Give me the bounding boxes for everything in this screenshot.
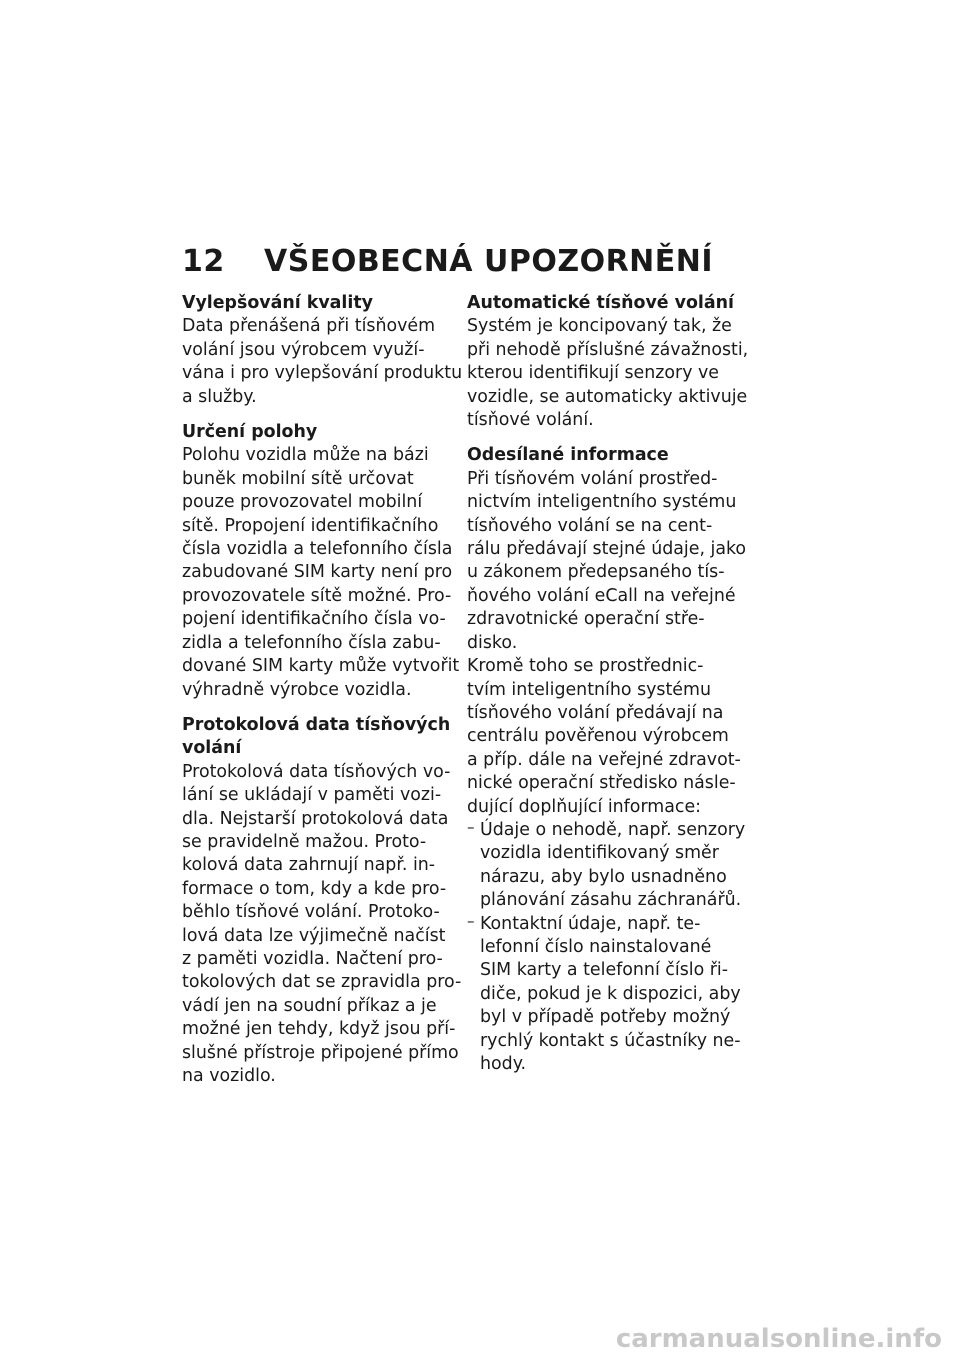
body-line: rálu předávají stejné údaje, jako — [467, 539, 747, 560]
body-line: kterou identifikují senzory ve — [467, 363, 720, 384]
watermark-logo — [616, 1324, 942, 1354]
list-item-line: vozidla identifikovaný směr — [480, 843, 719, 864]
dash-bullet: – — [467, 911, 475, 930]
body-line: pouze provozovatel mobilní — [182, 492, 423, 513]
body-line: tísňové volání. — [467, 410, 594, 431]
section — [182, 421, 472, 702]
body-line: Při tísňovém volání prostřed- — [467, 468, 718, 489]
body-line: a služby. — [182, 386, 257, 407]
section-body — [182, 315, 472, 409]
body-line: u zákonem předepsaného tís- — [467, 562, 725, 583]
body-line: při nehodě příslušné závažnosti, — [467, 339, 749, 360]
body-line: a příp. dále na veřejné zdravot- — [467, 749, 741, 770]
body-line: dující doplňující informace: — [467, 796, 702, 817]
body-line: lová data lze výjimečně načíst — [182, 925, 446, 946]
section — [182, 292, 472, 409]
body-line: tísňového volání předávají na — [467, 702, 724, 723]
body-line: na vozidlo. — [182, 1066, 276, 1086]
body-line: volání jsou výrobcem využí- — [182, 339, 425, 360]
heading-line: Protokolová data tísňových — [182, 714, 451, 735]
heading-line: Automatické tísňové volání — [467, 293, 734, 313]
left-column — [182, 292, 472, 1100]
section-body — [467, 468, 747, 819]
body-line: provozovatele sítě možné. Pro- — [182, 585, 452, 606]
body-line: disko. — [467, 632, 518, 653]
chapter-heading — [182, 244, 713, 279]
body-line: pojení identifikačního čísla vo- — [182, 609, 446, 630]
body-line: dované SIM karty může vytvořit — [182, 656, 460, 677]
section-heading — [182, 714, 472, 761]
dash-bullet: – — [467, 817, 475, 836]
section-body — [182, 761, 472, 1089]
body-line: možné jen tehdy, když jsou pří- — [182, 1019, 456, 1040]
section-body — [182, 444, 472, 701]
body-line: ňového volání eCall na veřejné — [467, 585, 736, 606]
body-line: lání se ukládají v paměti vozi- — [182, 785, 442, 806]
body-line: slušné přístroje připojené přímo — [182, 1042, 459, 1063]
right-column — [467, 292, 747, 1088]
list-item-line: rychlý kontakt s účastníky ne- — [480, 1030, 741, 1051]
body-line: sítě. Propojení identifikačního — [182, 515, 439, 536]
body-line: zidla a telefonního čísla zabu- — [182, 632, 441, 653]
section-heading — [182, 292, 472, 315]
body-line: buněk mobilní sítě určovat — [182, 468, 414, 489]
body-line: nictvím inteligentního systému — [467, 492, 737, 513]
section-body — [467, 315, 747, 432]
body-line: zdravotnické operační stře- — [467, 609, 705, 630]
body-line: Polohu vozidla může na bázi — [182, 445, 429, 466]
watermark-text: carmanualsonline.info — [615, 1324, 942, 1354]
body-line: kolová data zahrnují např. in- — [182, 855, 436, 876]
body-line: z paměti vozidla. Načtení pro- — [182, 948, 443, 969]
body-line: běhlo tísňové volání. Protoko- — [182, 902, 440, 923]
section — [467, 292, 747, 432]
list-item-line: hody. — [480, 1054, 527, 1074]
section-heading — [467, 292, 747, 315]
heading-line: volání — [182, 738, 242, 759]
body-line: výhradně výrobce vozidla. — [182, 679, 412, 700]
body-line: tokolových dat se zpravidla pro- — [182, 972, 462, 993]
body-line: vána i pro vylepšování produktu — [182, 363, 463, 384]
chapter-number: 12 — [182, 244, 225, 279]
list-item-line: plánování zásahu záchranářů. — [480, 890, 742, 911]
body-line: tvím inteligentního systému — [467, 679, 711, 700]
body-line: vozidle, se automaticky aktivuje — [467, 386, 748, 407]
list-item-line: nárazu, aby bylo usnadněno — [480, 866, 727, 887]
list-item-line: Údaje o nehodě, např. senzory — [480, 819, 746, 840]
section-heading — [467, 444, 747, 467]
body-line: se pravidelně mažou. Proto- — [182, 831, 427, 852]
body-line: Protokolová data tísňových vo- — [182, 761, 451, 782]
body-line: zabudované SIM karty není pro — [182, 562, 453, 583]
list-item-line: Kontaktní údaje, např. te- — [480, 913, 701, 934]
body-line: dla. Nejstarší protokolová data — [182, 808, 449, 829]
body-line: centrálu pověřenou výrobcem — [467, 726, 729, 747]
list-item — [467, 913, 747, 1077]
body-line: vádí jen na soudní příkaz a je — [182, 995, 437, 1016]
list-item-line: SIM karty a telefonní číslo ři- — [480, 960, 729, 981]
heading-line: Určení polohy — [182, 422, 318, 443]
body-line: nické operační středisko násle- — [467, 773, 736, 794]
body-line: tísňového volání se na cent- — [467, 515, 713, 536]
body-line: formace o tom, kdy a kde pro- — [182, 878, 447, 899]
heading-line: Odesílané informace — [467, 445, 669, 466]
chapter-title: VŠEOBECNÁ UPOZORNĚNÍ — [264, 244, 714, 279]
body-line: čísla vozidla a telefonního čísla — [182, 539, 453, 560]
body-line: Data přenášená při tísňovém — [182, 316, 436, 337]
list-item-line: byl v případě potřeby možný — [480, 1007, 731, 1028]
bullet-list — [467, 819, 747, 1076]
list-item-line: diče, pokud je k dispozici, aby — [480, 983, 741, 1004]
heading-line: Vylepšování kvality — [182, 293, 373, 313]
section — [467, 444, 747, 1076]
body-line: Systém je koncipovaný tak, že — [467, 316, 732, 337]
list-item — [467, 819, 747, 913]
section — [182, 714, 472, 1089]
section-heading — [182, 421, 472, 444]
list-item-line: lefonní číslo nainstalované — [480, 936, 712, 957]
body-line: Kromě toho se prostřednic- — [467, 656, 704, 677]
